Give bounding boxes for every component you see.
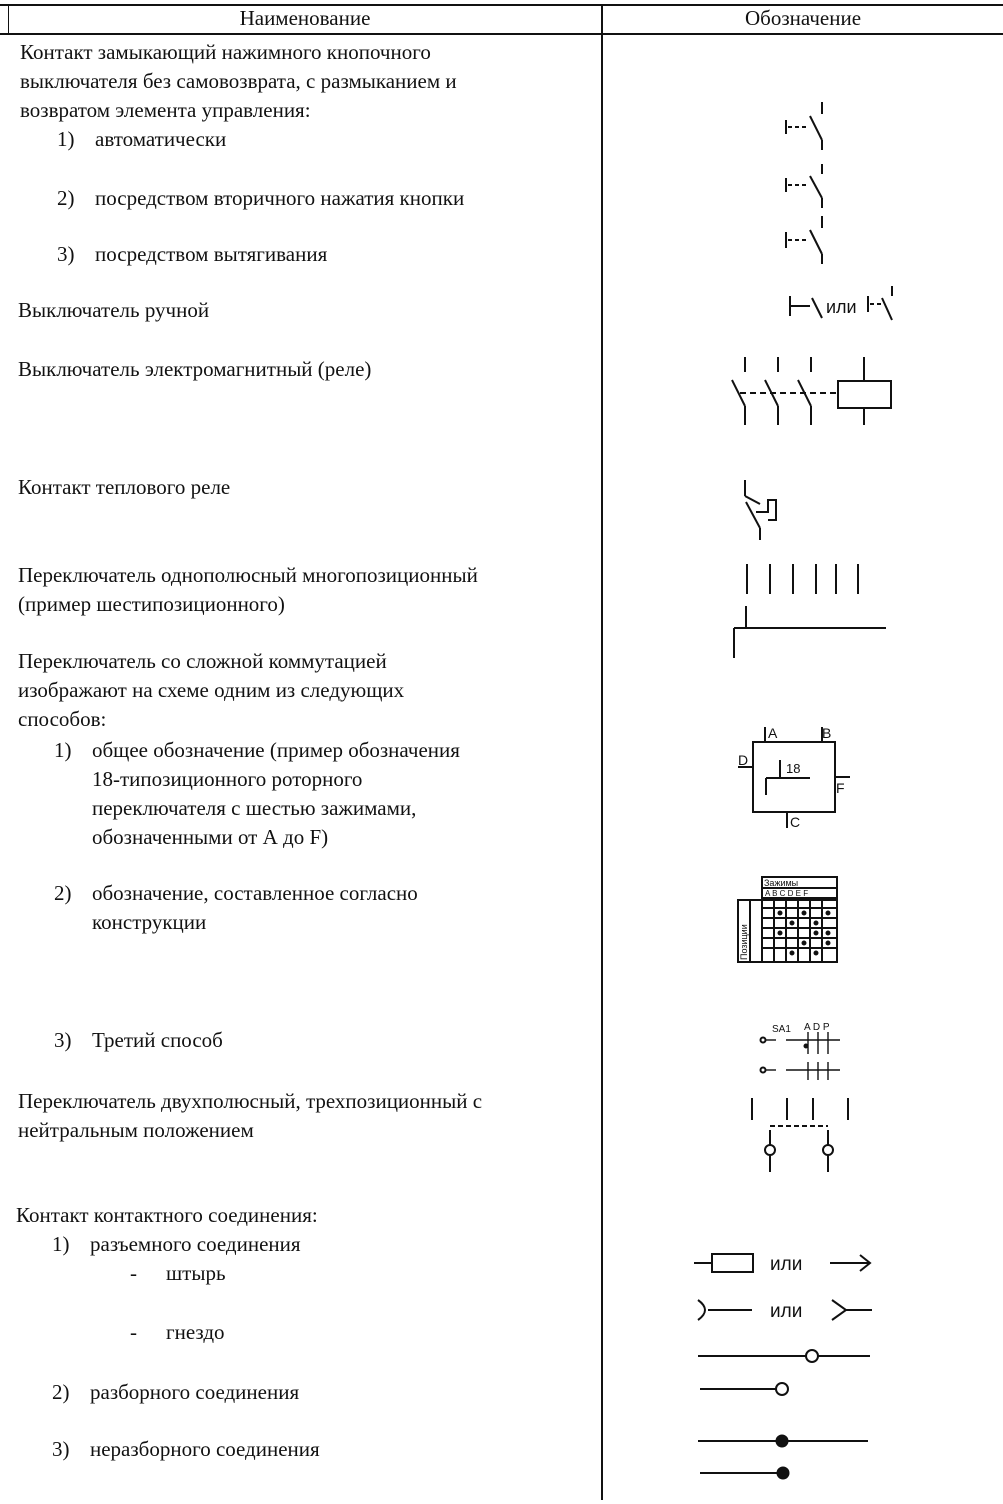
position-count: 18 — [786, 761, 801, 776]
pushbutton-auto-symbol — [786, 102, 822, 150]
socket-symbol — [698, 1300, 872, 1322]
terms-label: A D P — [804, 1022, 830, 1033]
item-number: 2) — [54, 881, 72, 905]
row-manual-switch: Выключатель ручной — [18, 298, 210, 322]
permanent-connection-symbol — [698, 1435, 868, 1479]
terminal-cols: A B C D E F — [765, 889, 809, 898]
item-third-method: Третий способ — [92, 1028, 223, 1052]
pin-symbol — [694, 1254, 870, 1275]
item-dash: - — [130, 1320, 137, 1344]
multiposition-switch-symbol — [734, 564, 886, 658]
terminal-b: B — [822, 725, 832, 741]
item-automatic: автоматически — [95, 127, 227, 151]
item-number: 1) — [54, 738, 72, 762]
row-thermal-relay: Контакт теплового реле — [18, 475, 231, 499]
row-pushbutton-title: Контакт замыкающий нажимного кнопочного выключателя без самовозврата, с размыканием и возвратом элемента управления: — [20, 40, 457, 122]
two-pole-switch-symbol — [752, 1098, 848, 1172]
pushbutton-second-press-symbol — [786, 164, 822, 208]
item-number: 1) — [57, 127, 75, 151]
or-word: или — [770, 1254, 803, 1275]
item-general-symbol: общее обозначение (пример обозначения 18-типозиционного роторного переключателя с шестью зажимами, обозначенными от А до F) — [92, 738, 460, 849]
item-socket: гнездо — [166, 1320, 225, 1344]
item-number: 1) — [52, 1232, 70, 1256]
relay-symbol — [732, 357, 891, 425]
third-method-symbol — [761, 1022, 841, 1080]
construction-table-symbol — [738, 877, 837, 962]
item-number: 3) — [54, 1028, 72, 1052]
pushbutton-pull-symbol — [786, 216, 822, 264]
rotary-switch-symbol — [738, 725, 850, 830]
item-pin: штырь — [166, 1261, 226, 1285]
header-symbol: Обозначение — [744, 6, 862, 30]
item-pull: посредством вытягивания — [95, 242, 328, 266]
positions-label: Позиции — [739, 924, 749, 960]
item-dash: - — [130, 1261, 137, 1285]
row-relay: Выключатель электромагнитный (реле) — [18, 357, 372, 381]
item-detachable: разъемного соединения — [90, 1232, 301, 1256]
item-construction-symbol: обозначение, составленное согласно конструкции — [92, 881, 418, 934]
thermal-relay-symbol — [745, 480, 776, 540]
or-word: или — [826, 297, 857, 317]
item-number: 2) — [52, 1380, 70, 1404]
header-name: Наименование — [239, 6, 371, 30]
separable-connection-symbol — [698, 1350, 870, 1395]
terminal-d: D — [738, 752, 749, 768]
or-word: или — [770, 1301, 803, 1322]
terminal-a: A — [768, 725, 778, 741]
item-number: 3) — [57, 242, 75, 266]
row-complex-switch: Переключатель со сложной коммутацией изображают на схеме одним из следующих способов: — [18, 649, 405, 731]
item-second-press: посредством вторичного нажатия кнопки — [95, 186, 465, 210]
row-multiposition-switch: Переключатель однополюсный многопозиционный (пример шестипозиционного) — [18, 563, 478, 616]
row-two-pole-switch: Переключатель двухполюсный, трехпозиционный с нейтральным положением — [18, 1089, 483, 1142]
item-separable: разборного соединения — [90, 1380, 300, 1404]
item-number: 2) — [57, 186, 75, 210]
terminal-c: C — [790, 814, 801, 830]
sa-label: SA1 — [772, 1024, 791, 1035]
item-permanent: неразборного соединения — [90, 1437, 320, 1461]
manual-switch-symbol — [790, 286, 892, 320]
terminal-f: F — [836, 780, 845, 796]
item-number: 3) — [52, 1437, 70, 1461]
terminals-label: Зажимы — [764, 878, 799, 888]
row-contact-connection: Контакт контактного соединения: — [16, 1203, 318, 1227]
